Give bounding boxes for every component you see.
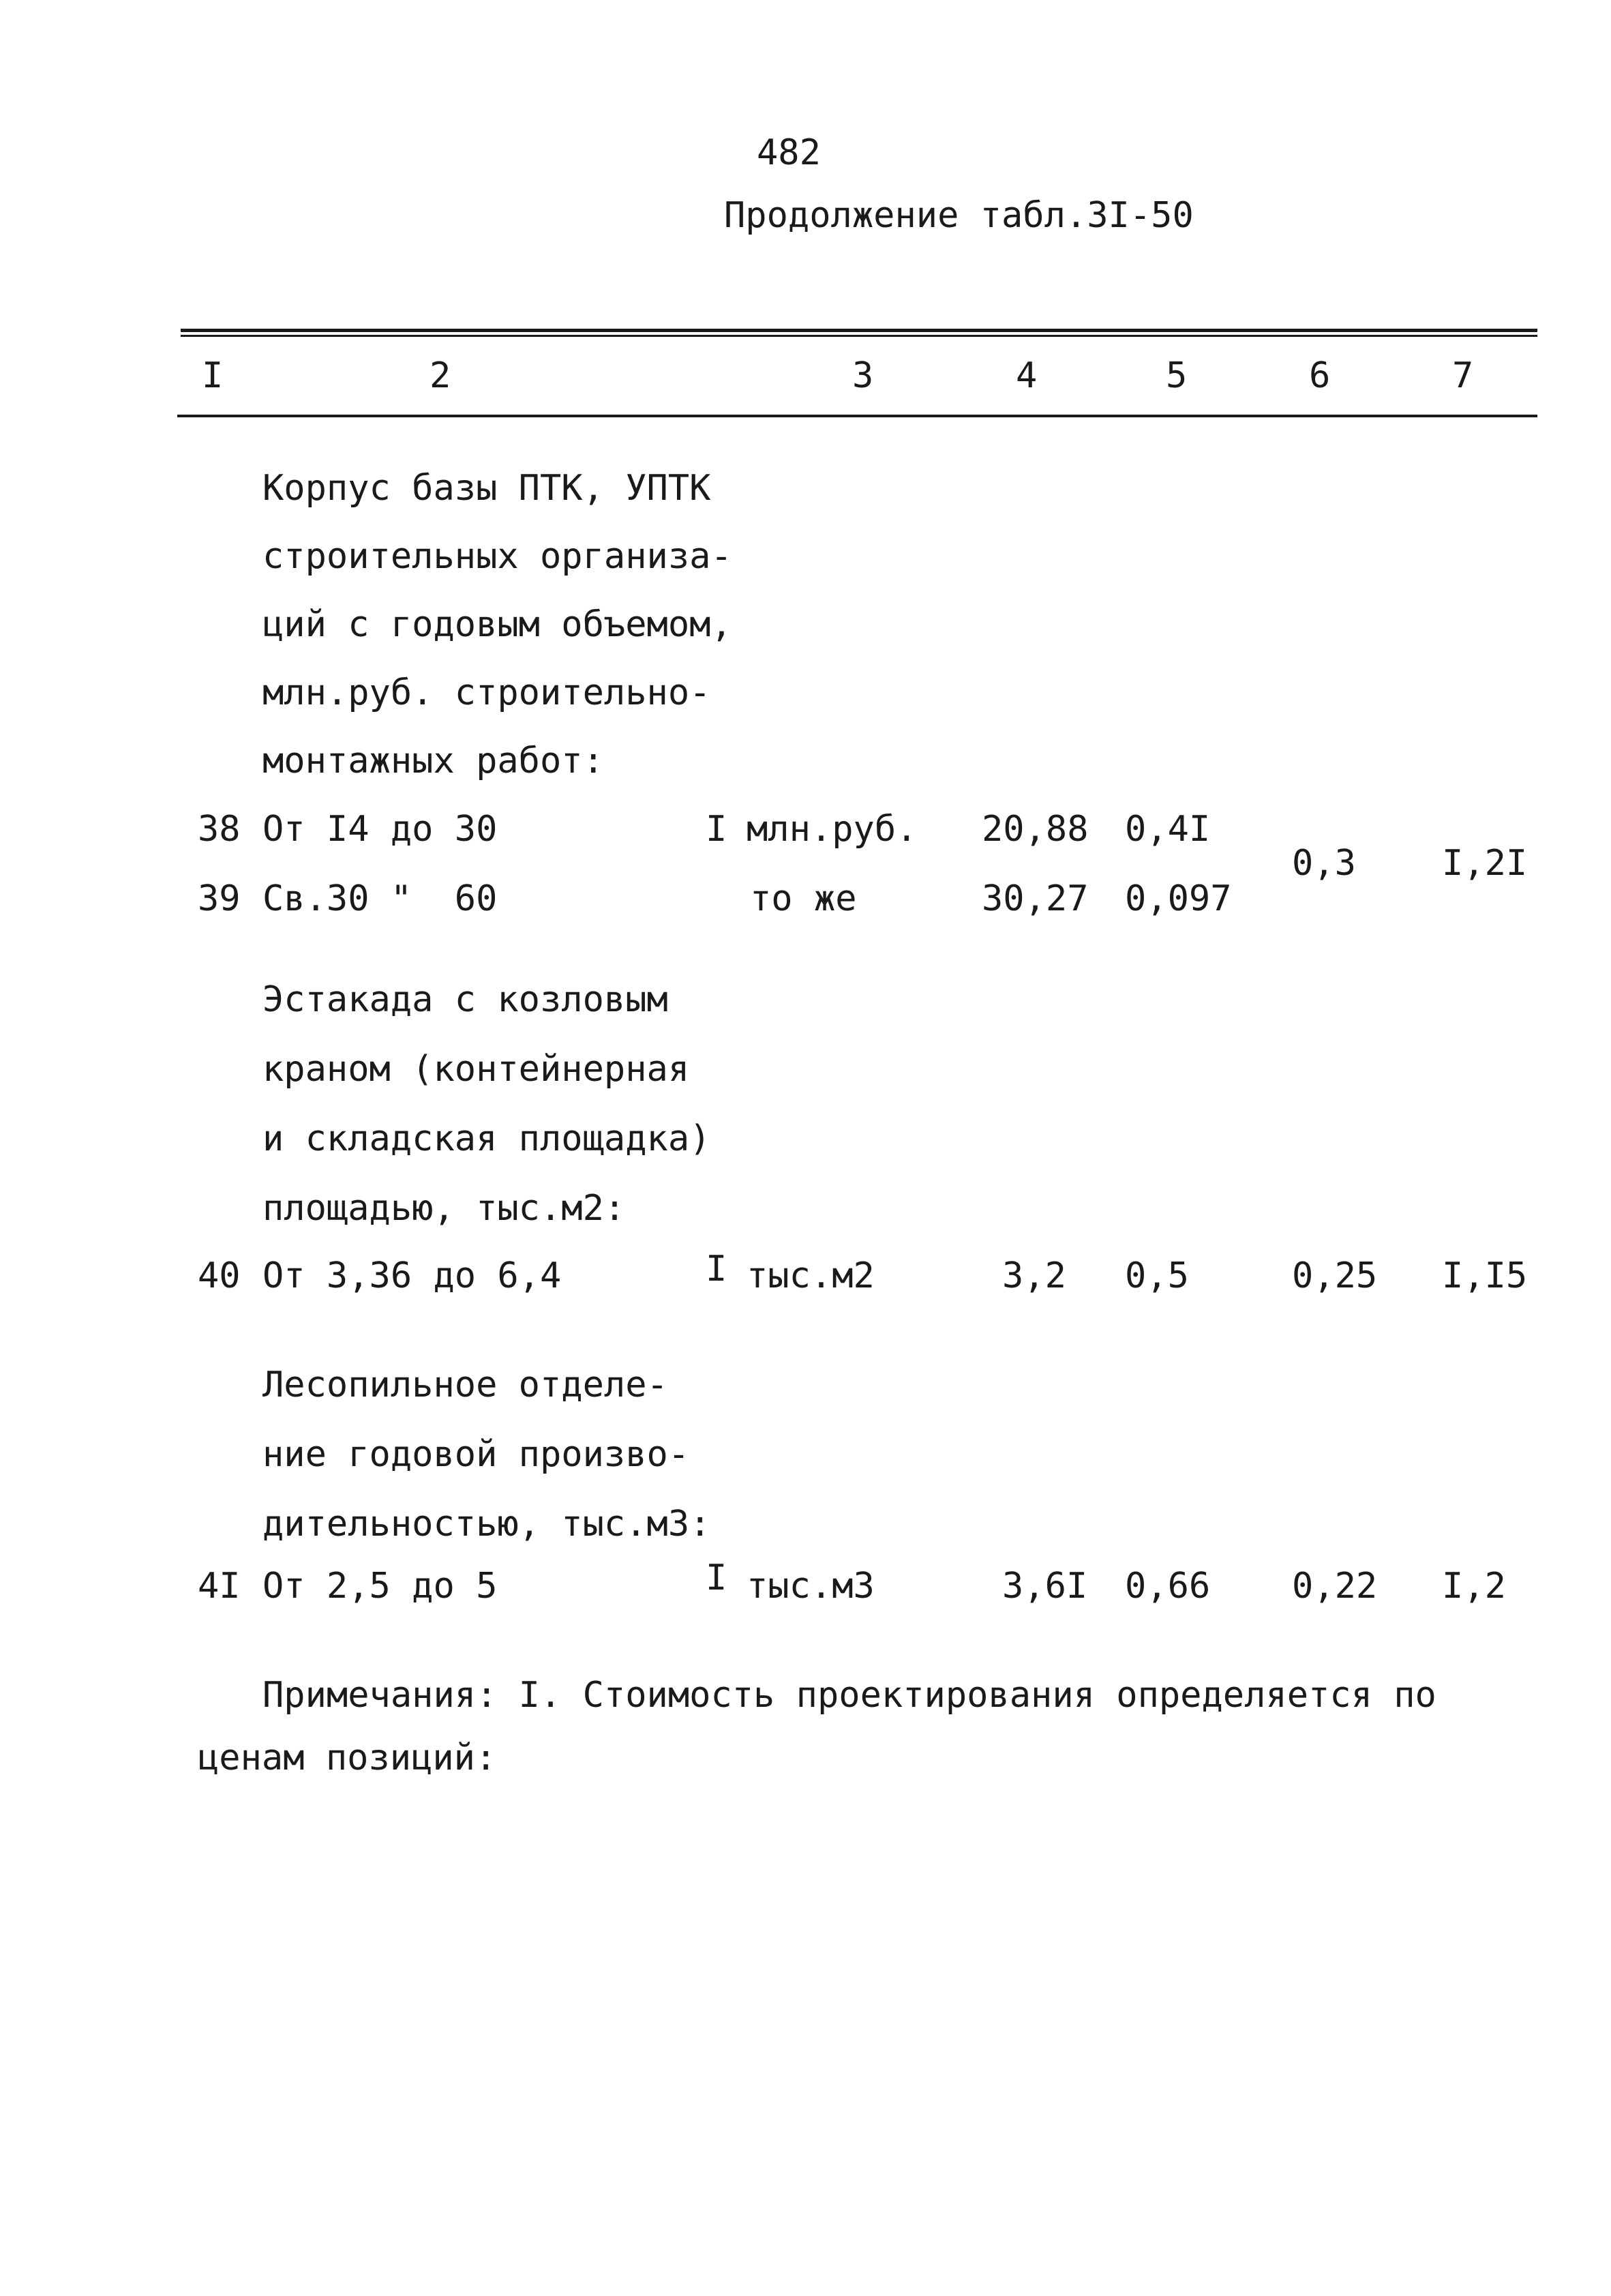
- section-title-line: ние годовой произво-: [262, 1434, 690, 1475]
- notes-line-2: ценам позиций:: [198, 1738, 497, 1778]
- header-col-5: 5: [1166, 355, 1188, 396]
- row-description: Св.30 " 60: [262, 878, 498, 919]
- header-col-7: 7: [1452, 355, 1474, 396]
- merged-col-7: I,2I: [1442, 843, 1528, 884]
- table-top-rule: [181, 329, 1537, 332]
- row-col-5: 0,097: [1125, 878, 1232, 919]
- section-title-line: и складская площадка): [262, 1118, 711, 1159]
- header-col-2: 2: [430, 355, 451, 396]
- row-unit: тыс.м3: [747, 1566, 875, 1607]
- header-col-3: 3: [852, 355, 874, 396]
- header-col-6: 6: [1309, 355, 1331, 396]
- section-title-line: ций с годовым объемом,: [262, 604, 732, 645]
- row-quantity: I: [706, 1557, 727, 1598]
- row-col-4: 20,88: [982, 809, 1089, 850]
- row-quantity: I: [706, 1249, 727, 1289]
- section-title-line: млн.руб. строительно-: [262, 672, 711, 713]
- row-number: 39: [198, 878, 241, 919]
- row-number: 4I: [198, 1566, 241, 1607]
- section-title-line: площадью, тыс.м2:: [262, 1188, 626, 1229]
- header-col-4: 4: [1016, 355, 1038, 396]
- row-unit: тыс.м2: [747, 1255, 875, 1296]
- row-description: От 3,36 до 6,4: [262, 1255, 562, 1296]
- section-title-line: Эстакада с козловым: [262, 979, 668, 1020]
- page-number: 482: [757, 132, 821, 173]
- row-description: От I4 до 30: [262, 809, 498, 850]
- table-continuation-caption: Продолжение табл.3I-50: [724, 195, 1194, 236]
- row-number: 40: [198, 1255, 241, 1296]
- section-title-line: дительностью, тыс.м3:: [262, 1504, 711, 1545]
- table-header-rule: [177, 415, 1537, 417]
- section-title-line: краном (контейнерная: [262, 1049, 690, 1090]
- row-col-5: 0,4I: [1125, 809, 1211, 850]
- row-col-4: 3,2: [1002, 1255, 1066, 1296]
- merged-col-6: 0,3: [1292, 843, 1356, 884]
- header-col-1: I: [202, 355, 224, 396]
- notes-line-1: Примечания: I. Стоимость проектирования определяется по: [262, 1675, 1436, 1716]
- row-col-7: I,2: [1442, 1566, 1506, 1607]
- row-unit: млн.руб.: [747, 809, 918, 850]
- row-col-5: 0,5: [1125, 1255, 1189, 1296]
- row-col-4: 30,27: [982, 878, 1089, 919]
- row-col-6: 0,22: [1292, 1566, 1378, 1607]
- table-top-rule-second: [181, 335, 1537, 337]
- section-title-line: строительных организа-: [262, 536, 732, 577]
- row-col-4: 3,6I: [1002, 1566, 1088, 1607]
- section-title-line: Лесопильное отделе-: [262, 1365, 668, 1405]
- row-col-6: 0,25: [1292, 1255, 1378, 1296]
- row-col-5: 0,66: [1125, 1566, 1211, 1607]
- row-number: 38: [198, 809, 241, 850]
- row-quantity: I: [706, 809, 727, 850]
- row-description: От 2,5 до 5: [262, 1566, 498, 1607]
- row-unit: то же: [750, 878, 857, 919]
- section-title-line: Корпус базы ПТК, УПТК: [262, 468, 711, 509]
- row-col-7: I,I5: [1442, 1255, 1528, 1296]
- section-title-line: монтажных работ:: [262, 741, 604, 781]
